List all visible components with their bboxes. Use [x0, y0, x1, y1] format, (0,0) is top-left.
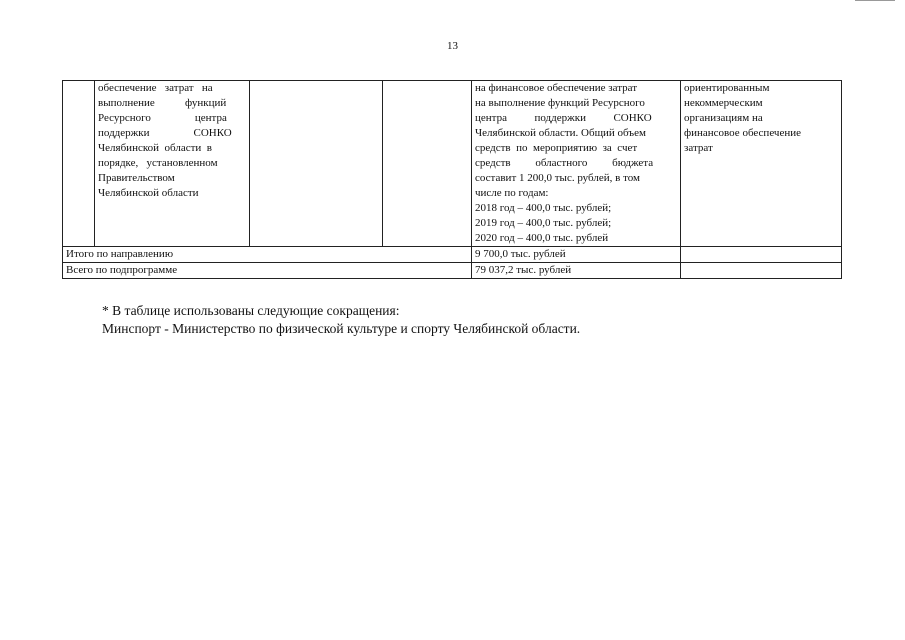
table-cell-empty [681, 247, 842, 263]
recipients-line: затрат [684, 142, 713, 154]
funding-line: центра поддержки СОНКО [475, 112, 652, 124]
funding-line: на выполнение функций Ресурсного [475, 97, 645, 109]
funding-line: числе по годам: [475, 187, 549, 199]
funding-line: составит 1 200,0 тыс. рублей, в том [475, 172, 640, 184]
table-row-subprogram-total [63, 263, 842, 279]
table-cell-recipients [681, 81, 842, 247]
table-cell-funding [472, 81, 681, 247]
activity-line: обеспечение затрат на [98, 82, 213, 94]
recipients-line: финансовое обеспечение [684, 127, 801, 139]
footnote [102, 302, 580, 338]
funding-line: 2020 год – 400,0 тыс. рублей [475, 232, 609, 244]
footnote-abbreviation: Минспорт - Министерство по физической культуре и спорту Челябинской области. [102, 321, 581, 336]
activity-line: порядке, установленном [98, 157, 218, 169]
activity-line: поддержки СОНКО [98, 127, 232, 139]
subprogram-total-value: 79 037,2 тыс. рублей [472, 263, 681, 279]
activities-table [62, 80, 842, 279]
table-cell-empty [681, 263, 842, 279]
activity-line: Ресурсного центра [98, 112, 227, 124]
funding-line: на финансовое обеспечение затрат [475, 82, 638, 94]
recipients-line: некоммерческим [684, 97, 763, 109]
table-row-direction-total [63, 247, 842, 263]
subprogram-total-label: Всего по подпрограмме [63, 263, 472, 279]
table-cell-empty [63, 81, 95, 247]
page-number: 13 [447, 40, 458, 52]
funding-line: средств областного бюджета [475, 157, 654, 169]
funding-line: средств по мероприятию за счет [475, 142, 638, 154]
table-cell-activity [95, 81, 250, 247]
table-cell-empty [250, 81, 383, 247]
activity-line: Челябинской области в [98, 142, 212, 154]
table-cell-empty [383, 81, 472, 247]
direction-total-label: Итого по направлению [63, 247, 472, 263]
funding-line: Челябинской области. Общий объем [475, 127, 646, 139]
activity-line: выполнение функций [98, 97, 227, 109]
recipients-line: организациям на [684, 112, 763, 124]
table-row [63, 81, 842, 247]
activity-line: Челябинской области [98, 187, 199, 199]
scan-corner-mark [855, 0, 895, 3]
funding-line: 2018 год – 400,0 тыс. рублей; [475, 202, 612, 214]
funding-line: 2019 год – 400,0 тыс. рублей; [475, 217, 612, 229]
activity-line: Правительством [98, 172, 175, 184]
recipients-line: ориентированным [684, 82, 770, 94]
footnote-heading: * В таблице использованы следующие сокращения: [102, 303, 400, 318]
direction-total-value: 9 700,0 тыс. рублей [472, 247, 681, 263]
